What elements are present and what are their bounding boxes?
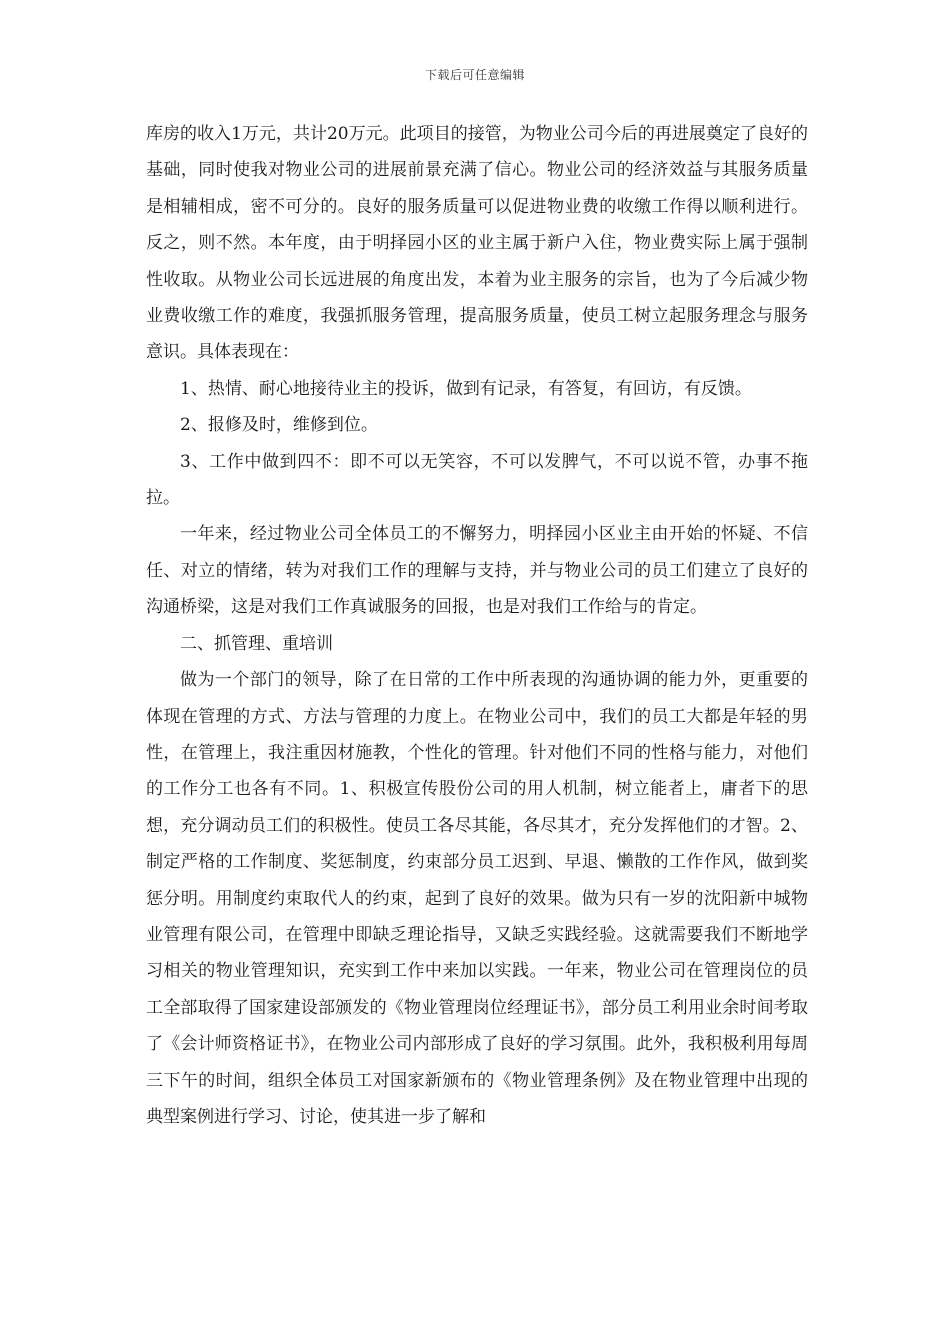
paragraph-management: 做为一个部门的领导，除了在日常的工作中所表现的沟通协调的能力外，更重要的体现在管理的方式、方法与管理的力度上。在物业公司中，我们的员工大都是年轻的男性，在管理上，我注重因材施教，个性化的管理。针对他们不同的性格与能力，对他们的工作分工也各有不同。1、积极宣传股份公司的用人机制，树立能者上，庸者下的思想，充分调动员工们的积极性。使员工各尽其能，各尽其才，充分发挥他们的才智。2、制定严格的工作制度、奖惩制度，约束部分员工迟到、早退、懒散的工作作风，做到奖惩分明。用制度约束取代人的约束，起到了良好的效果。做为只有一岁的沈阳新中城物业管理有限公司，在管理中即缺乏理论指导，又缺乏实践经验。这就需要我们不断地学习相关的物业管理知识，充实到工作中来加以实践。一年来，物业公司在管理岗位的员工全部取得了国家建设部颁发的《物业管理岗位经理证书》，部分员工利用业余时间考取了《会计师资格证书》，在物业公司内部形成了良好的学习氛围。此外，我积极利用每周三下午的时间，组织全体员工对国家新颁布的《物业管理条例》及在物业管理中出现的典型案例进行学习、讨论，使其进一步了解和 (146, 670, 808, 1127)
document-body (146, 116, 808, 1135)
header-note: 下载后可任意编辑 (424, 68, 525, 82)
list-item-1: 1、热情、耐心地接待业主的投诉，做到有记录，有答复，有回访，有反馈。 (180, 378, 752, 399)
list-item-3: 3、工作中做到四不：即不可以无笑容，不可以发脾气，不可以说不管，办事不拖拉。 (146, 451, 808, 509)
list-item-2: 2、报修及时，维修到位。 (180, 415, 378, 436)
paragraph-summary: 一年来，经过物业公司全体员工的不懈努力，明择园小区业主由开始的怀疑、不信任、对立的情绪，转为对我们工作的理解与支持，并与物业公司的员工们建立了良好的沟通桥梁，这是对我们工作真诚服务的回报，也是对我们工作给与的肯定。 (146, 524, 808, 618)
section-heading: 二、抓管理、重培训 (180, 633, 333, 654)
paragraph-continuation: 库房的收入1万元，共计20万元。此项目的接管，为物业公司今后的再进展奠定了良好的基础，同时使我对物业公司的进展前景充满了信心。物业公司的经济效益与其服务质量是相辅相成，密不可分的。良好的服务质量可以促进物业费的收缴工作得以顺利进行。反之，则不然。本年度，由于明择园小区的业主属于新户入住，物业费实际上属于强制性收取。从物业公司长远进展的角度出发，本着为业主服务的宗旨，也为了今后减少物业费收缴工作的难度，我强抓服务管理，提高服务质量，使员工树立起服务理念与服务意识。具体表现在： (146, 124, 808, 363)
